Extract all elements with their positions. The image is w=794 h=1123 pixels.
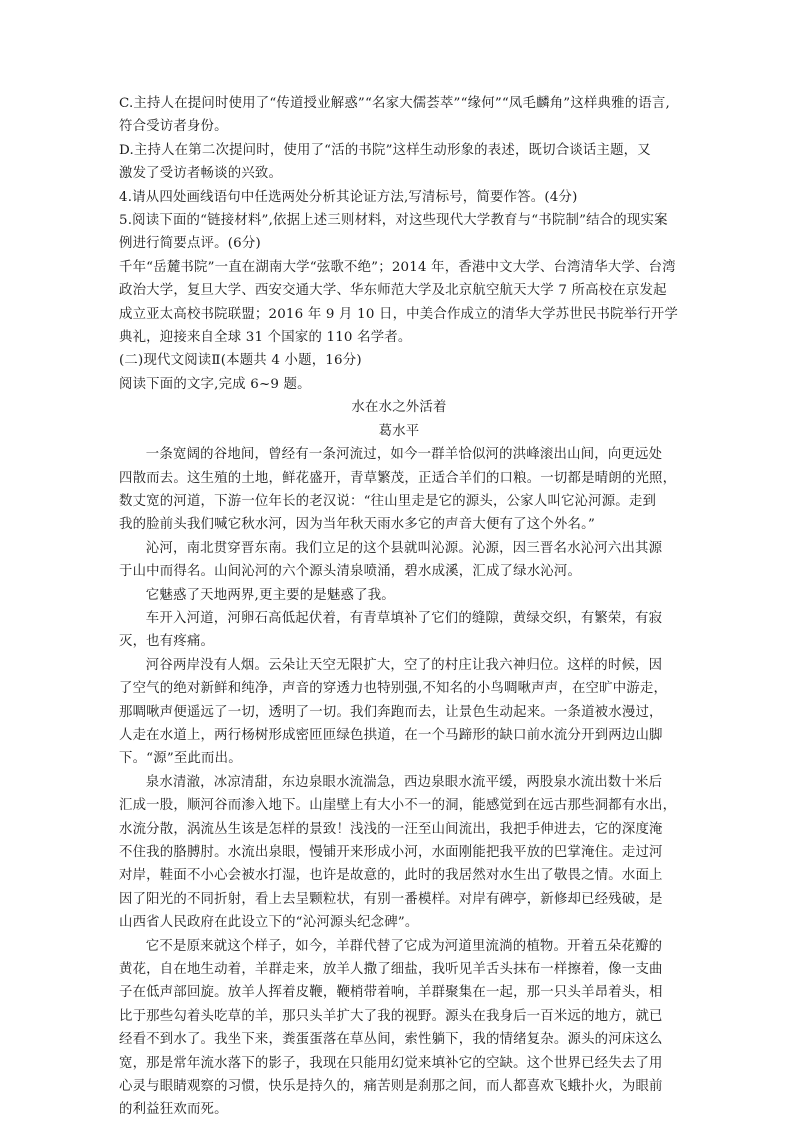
link-material-line: 典礼，迎接来自全球 31 个国家的 110 名学者。 <box>119 330 412 346</box>
question-5-line-2: 例进行简要点评。(6分) <box>119 236 261 252</box>
exam-page <box>119 92 679 1122</box>
article-author: 葛水平 <box>378 423 420 439</box>
article-paragraph-line: 黄花，自在地生动着，羊群走来，放羊人撒了细盐，我听见羊舌头抹布一样擦着，像一支曲 <box>119 962 663 978</box>
article-paragraph-line: 下。“源”至此而出。 <box>119 751 242 767</box>
reading-instruction: 阅读下面的文字,完成 6~9 题。 <box>119 376 311 392</box>
article-paragraph-start: 泉水清澈，冰凉清甜，东边泉眼水流湍急，西边泉眼水流平缓，两股泉水流出数十米后 <box>145 774 663 790</box>
article-paragraph-start: 车开入河道，河卵石高低起伏着，有青草填补了它们的缝隙，黄绿交织，有繁荣，有寂 <box>145 610 663 626</box>
article-paragraph-start: 沁河，南北贯穿晋东南。我们立足的这个县就叫沁源。沁源，因三晋名水沁河六出其源 <box>145 540 663 556</box>
article-paragraph-line: 的利益狂欢而死。 <box>119 1102 228 1118</box>
article-paragraph-line: 于山中而得名。山间沁河的六个源头清泉喷涌，碧水成溪，汇成了绿水沁河。 <box>119 564 582 580</box>
question-5-line-1: 5.阅读下面的“链接材料”,依据上述三则材料，对这些现代大学教育与“书院制”结合的现实案 <box>119 213 668 229</box>
article-paragraph-line: 那啁啾声便遥远了一切，透明了一切。我们奔跑而去，让景色生动起来。一条道被水漫过， <box>119 704 663 720</box>
article-body <box>119 443 679 1122</box>
article-paragraph-line: 经看不到水了。我坐下来，粪蛋蛋落在草丛间，索性躺下，我的情绪复杂。源头的河床这么 <box>119 1032 663 1048</box>
article-paragraph-line: 数丈宽的河道，下游一位年长的老汉说：“往山里走是它的源头，公家人叫它沁河源。走到 <box>119 493 657 509</box>
article-paragraph-line: 心灵与眼睛观察的习惯，快乐是持久的，痛苦则是刹那之间，而人都喜欢飞蛾扑火，为眼前 <box>119 1079 663 1095</box>
article-paragraph-line: 因了阳光的不同折射，看上去呈颗粒状，有别一番模样。对岸有碑亭，新修却已经残破，是 <box>119 891 663 907</box>
article-paragraph-line: 我的脸前头我们喊它秋水河，因为当年秋天雨水多它的声音大便有了这个外名。” <box>119 517 596 533</box>
article-paragraph-line: 对岸，鞋面不小心会被水打湿，也许是故意的，此时的我居然对水生出了敬畏之情。水面上 <box>119 868 663 884</box>
article-paragraph-line: 灭，也有疼痛。 <box>119 634 215 650</box>
article-paragraph-line: 比于那些勾着头吃草的羊，那只头羊扩大了我的视野。源头在我身后一百米远的地方，就已 <box>119 1008 663 1024</box>
article-paragraph-line: 汇成一股，顺河谷而渗入地下。山崖壁上有大小不一的洞，能感觉到在远古那些洞都有水出， <box>119 798 677 814</box>
option-c-line-1: C.主持人在提问时使用了“传道授业解惑”“名家大儒荟萃”“缘何”“凤毛麟角”这样典雅的语言, <box>119 96 670 111</box>
article-paragraph-line: 人走在水道上，两行杨树形成密匝匝绿色拱道，在一个马蹄形的缺口前水流分开到两边山脚 <box>119 727 663 743</box>
article-paragraph-line: 不住我的胳膊肘。水流出泉眼，慢铺开来形成小河，水面刚能把我平放的巴掌淹住。走过河 <box>119 845 663 860</box>
section-heading: (二)现代文阅读Ⅱ(本题共 4 小题，16分) <box>119 353 362 369</box>
article-paragraph-line: 了空气的绝对新鲜和纯净，声音的穿透力也特别强,不知名的小鸟啁啾声声，在空旷中游走， <box>119 681 668 697</box>
article-paragraph-line: 四散而去。这生殖的土地，鲜花盛开，青草繁茂，正适合羊们的口粮。一切都是晴朗的光照， <box>119 470 677 486</box>
article-paragraph-start: 它魅惑了天地两界,更主要的是魅惑了我。 <box>145 587 395 603</box>
link-material <box>119 256 679 350</box>
article-paragraph-line: 水流分散，涡流丛生该是怎样的景致！浅浅的一汪至山间流出，我把手伸进去，它的深度淹 <box>119 821 663 837</box>
option-c-line-2: 符合受访者身份。 <box>119 119 228 135</box>
option-d-line-2: 激发了受访者畅谈的兴致。 <box>119 166 283 182</box>
article-paragraph-start: 河谷两岸没有人烟。云朵让天空无限扩大，空了的村庄让我六神归位。这样的时候，因 <box>145 657 663 673</box>
link-material-line: 政治大学，复旦大学、西安交通大学、华东师范大学及北京航空航天大学 7 所高校在京发起 <box>119 283 667 299</box>
link-material-line: 成立亚太高校书院联盟；2016 年 9 月 10 日，中美合作成立的清华大学苏世民书院举行开学 <box>119 306 678 322</box>
question-4: 4.请从四处画线语句中任选两处分析其论证方法,写清标号，简要作答。(4分) <box>119 189 578 205</box>
article-paragraph-start: 一条宽阔的谷地间，曾经有一条河流过，如今一群羊恰似河的洪峰滚出山间，向更远处 <box>145 447 663 463</box>
article-paragraph-line: 宽，那是常年流水落下的影子，我现在只能用幻觉来填补它的空缺。这个世界已经失去了用 <box>119 1055 663 1071</box>
article-paragraph-start: 它不是原来就这个样子，如今，羊群代替了它成为河道里流淌的植物。开着五朵花瓣的 <box>145 938 663 954</box>
article-title: 水在水之外活着 <box>351 400 447 416</box>
option-d-line-1: D.主持人在第二次提问时，使用了“活的书院”这样生动形象的表述，既切合谈话主题，又 <box>119 142 651 158</box>
link-material-line: 千年“岳麓书院”一直在湖南大学“弦歌不绝”；2014 年，香港中文大学、台湾清华大学、台湾 <box>119 259 676 275</box>
article-paragraph-line: 山西省人民政府在此设立下的“沁河源头纪念碑”。 <box>119 915 419 931</box>
article-paragraph-line: 子在低声部回旋。放羊人挥着皮鞭，鞭梢带着响，羊群聚集在一起，那一只头羊昂着头，相 <box>119 985 663 1001</box>
